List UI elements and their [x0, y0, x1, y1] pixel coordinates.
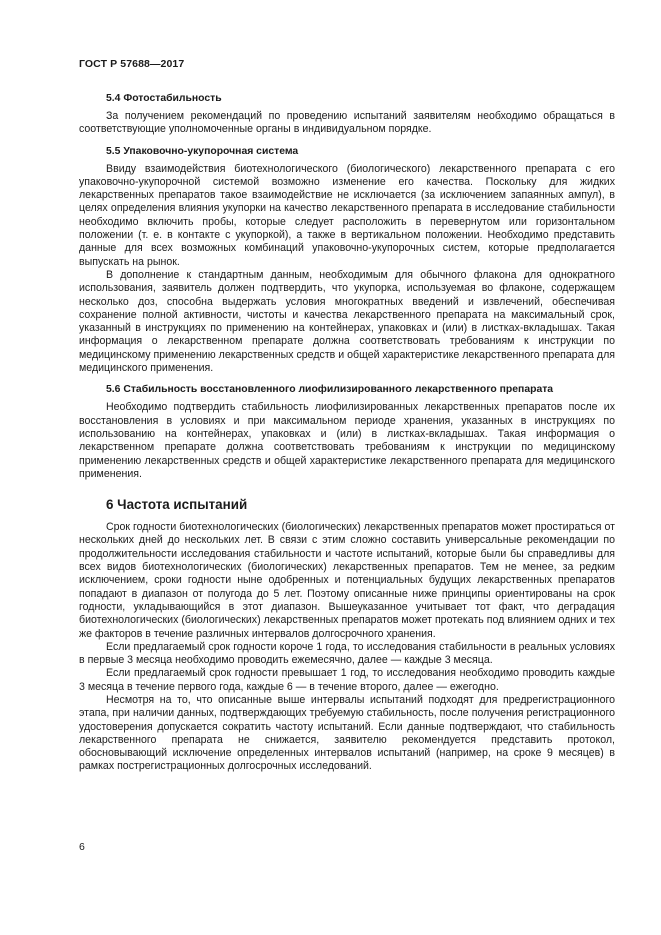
page-number: 6	[79, 841, 85, 853]
section-6-paragraph-4: Несмотря на то, что описанные выше интервалы испытаний подходят для предрегистрационного этапа, при наличии данных, подтверждающих требуемую стабильность, после получения регистрационного удостоверения допускается сократить частоту испытаний. Если данные подтверждают, что стабильность лекарственного препарата не снижается, заявителю рекомендуется представить протокол, обосновывающий исключение определенных интервалов испытаний (например, на сроке 9 месяцев) в рамках пострегистрационных долгосрочных исследований.	[79, 693, 615, 773]
section-6-paragraph-3: Если предлагаемый срок годности превышает 1 год, то исследования необходимо проводить каждые 3 месяца в течение первого года, каждые 6 — в течение второго, далее — ежегодно.	[79, 667, 615, 693]
section-5-5	[79, 145, 615, 376]
section-5-5-paragraph-1: Ввиду взаимодействия биотехнологического (биологического) лекарственного препарата с его упаковочно-укупорочной системой возможно изменение его качества. Поскольку для жидких лекарственных препаратов такое взаимодействие не исключается (за исключением запаянных ампул), в целях определения влияния укупорки на качество лекарственного препарата в исследование стабильности необходимо включить пробы, которые следует расположить в перевернутом или горизонтальном положении (т. е. в контакте с укупоркой), а также в вертикальном положении. Необходимо представить данные для всех возможных комбинаций упаковочно-укупорочных систем, которые предполагается выпускать на рынок.	[79, 162, 615, 268]
section-5-6-heading: 5.6 Стабильность восстановленного лиофилизированного лекарственного препарата	[106, 384, 554, 396]
section-5-6	[79, 383, 615, 481]
section-5-6-paragraph-1: Необходимо подтвердить стабильность лиофилизированных лекарственных препаратов после их восстановления в условиях и при максимальном периоде хранения, указанных в инструкциях по использованию на контейнерах, упаковках и (или) в листках-вкладышах. Такая информация о лекарственном препарате должна соответствовать требованиям к инструкции по медицинскому применению лекарственных средств и общей характеристике лекарственного препарата для медицинского применения.	[79, 401, 615, 480]
section-5-4-heading: 5.4 Фотостабильность	[106, 93, 222, 104]
page-body	[79, 92, 615, 774]
section-5-4-paragraph-1: За получением рекомендаций по проведению испытаний заявителям необходимо обращаться в соответствующие уполномоченные органы в индивидуальном порядке.	[79, 110, 615, 136]
section-5-5-heading: 5.5 Упаковочно-укупорочная система	[106, 145, 299, 157]
section-6-paragraph-2: Если предлагаемый срок годности короче 1 года, то исследования стабильности в реальных условиях в первые 3 месяца необходимо проводить ежемесячно, далее — каждые 3 месяца.	[79, 640, 615, 667]
section-5-5-paragraph-2: В дополнение к стандартным данным, необходимым для обычного флакона для однократного использования, заявитель должен подтвердить, что укупорка, используемая во флаконе, содержащем несколько доз, способна выдержать условия многократных введений и извлечений, обеспечивая сохранение полной активности, чистоты и качества лекарственного препарата на максимальный срок, указанный в инструкциях по применению на контейнерах, упаковках и (или) в листках-вкладышах. Такая информация о лекарственном препарате должна соответствовать требованиям к инструкции по медицинскому применению лекарственных средств и общей характеристике лекарственного препарата для медицинского применения.	[79, 268, 615, 375]
section-6-paragraph-1: Срок годности биотехнологических (биологических) лекарственных препаратов может простираться от нескольких дней до нескольких лет. В связи с этим сложно составить универсальные рекомендации по продолжительности исследования стабильности и частоте испытаний, которые были бы справедливы для всех видов биотехнологических (биологических) лекарственных препаратов. Тем не менее, за редким исключением, сроки годности ныне одобренных и потенциальных будущих лекарственных препаратов попадают в диапазон от полугода до 5 лет. Поэтому описанные ниже принципы ориентированы на срок годности, укладывающийся в этот диапазон. Вышеуказанное учитывает тот факт, что деградация биотехнологических (биологических) лекарственных препаратов может протекать под влиянием одних и тех же факторов в течение различных интервалов долгосрочного хранения.	[79, 521, 615, 640]
section-6	[79, 497, 615, 774]
document-code: ГОСТ Р 57688—2017	[79, 58, 185, 70]
section-6-heading: 6 Частота испытаний	[106, 497, 248, 513]
section-5-4	[79, 92, 615, 137]
